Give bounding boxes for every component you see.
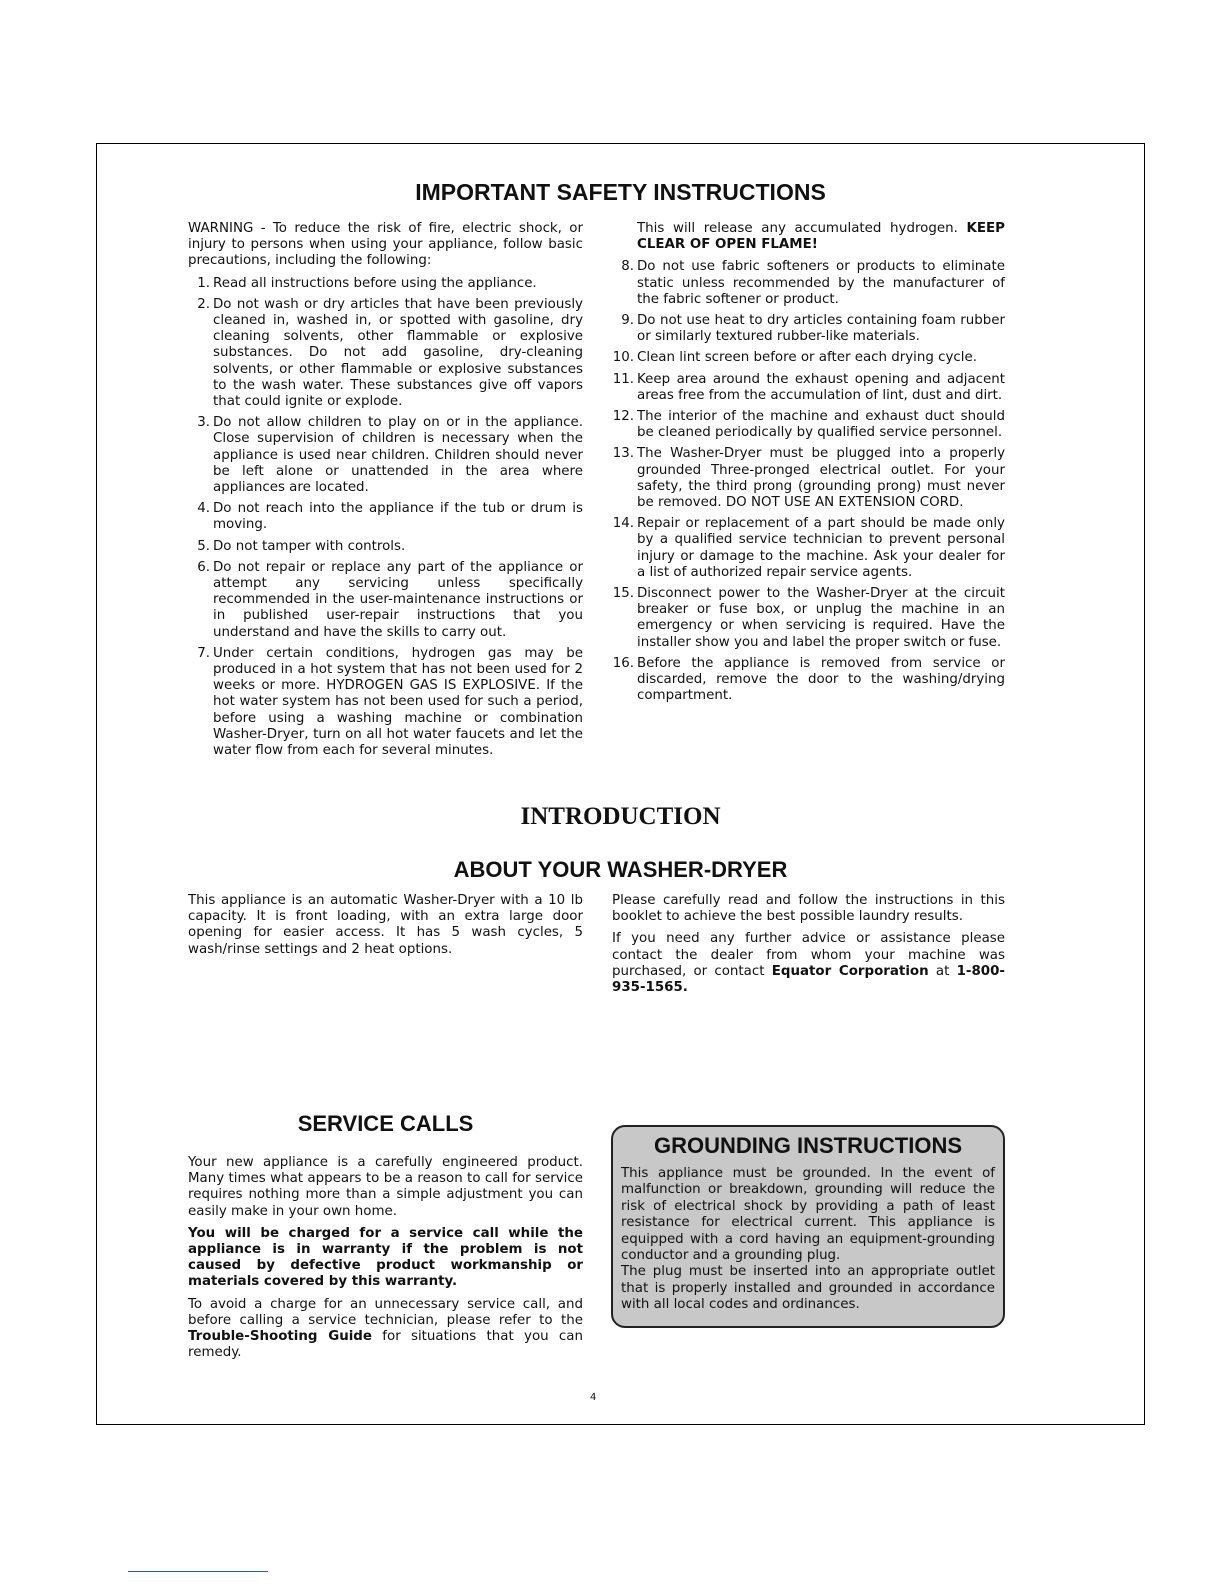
safety-list-left xyxy=(188,276,583,760)
list-item: 9. Do not use heat to dry articles containing foam rubber or similarly textured rubber-like materials. xyxy=(621,313,1005,345)
safety-list-right xyxy=(612,259,1005,704)
about-read-instructions: Please carefully read and follow the instructions in this booklet to achieve the best possible laundry results. xyxy=(612,893,1005,925)
about-left-column xyxy=(188,893,583,964)
list-item: 6. Do not repair or replace any part of the appliance or attempt any servicing unless specifically recommended in the user-maintenance instructions or in published user-repair instructions that you understand and have the skills to carry out. xyxy=(197,559,583,640)
list-item: 8. Do not use fabric softeners or products to eliminate static unless recommended by the manufacturer of the fabric softener or product. xyxy=(621,259,1005,307)
company-name: Equator Corporation xyxy=(771,963,929,979)
service-intro: Your new appliance is a carefully engineered product. Many times what appears to be a reason to call for service requires nothing more than a simple adjustment you can easily make in your own home. xyxy=(188,1155,583,1219)
service-calls-title: SERVICE CALLS xyxy=(297,1111,474,1136)
service-calls-column xyxy=(188,1155,583,1367)
list-item: 15. Disconnect power to the Washer-Dryer at the circuit breaker or fuse box, or unplug the machine in an emergency or when servicing is required. Have the installer show you and label the proper switch or fuse. xyxy=(612,586,1005,650)
phone-number: 1-800-935-1565. xyxy=(612,963,1005,996)
list-item: 12. The interior of the machine and exhaust duct should be cleaned periodically by qualified service personnel. xyxy=(612,409,1005,441)
safety-warning-intro: WARNING - To reduce the risk of fire, electric shock, or injury to persons when using your appliance, follow basic precautions, including the following: xyxy=(188,221,583,269)
list-item: 14. Repair or replacement of a part should be made only by a qualified service technician to prevent personal injury or damage to the machine. Ask your dealer for a list of authorized repair service agents. xyxy=(612,516,1005,580)
trouble-shooting-guide-ref: Trouble-Shooting Guide xyxy=(188,1329,372,1345)
safety-title: IMPORTANT SAFETY INSTRUCTIONS xyxy=(415,179,826,205)
list-item: 16. Before the appliance is removed from service or discarded, remove the door to the washing/drying compartment. xyxy=(612,655,1005,704)
grounding-box xyxy=(611,1125,1005,1328)
list-item: 1. Read all instructions before using the appliance. xyxy=(197,275,537,291)
list-item: 7. Under certain conditions, hydrogen gas may be produced in a hot system that has not been used for 2 weeks or more. HYDROGEN GAS IS EXPLOSIVE. If the hot water system has not been used for such a period, before using a washing machine or combination Washer-Dryer, turn on all hot water faucets and let the water flow from each for several minutes. xyxy=(197,645,583,759)
list-item: 11. Keep area around the exhaust opening and adjacent areas free from the accumulation of lint, dust and dirt. xyxy=(612,371,1005,403)
about-right-column xyxy=(612,893,1005,1002)
list-item: 2. Do not wash or dry articles that have been previously cleaned in, washed in, or spotted with gasoline, dry cleaning solvents, other flammable or explosive substances. Do not add gasoline, dry-cleaning solvents, or other flammable or explosive substances to the wash water. These substances give off vapors that could ignite or explode. xyxy=(197,296,583,410)
grounding-title: GROUNDING INSTRUCTIONS xyxy=(654,1133,962,1158)
grounding-paragraph-2: The plug must be inserted into an appropriate outlet that is properly installed and grounded in accordance with all local codes and ordinances. xyxy=(621,1264,995,1313)
page-number: 4 xyxy=(590,1392,597,1403)
list-item: 10. Clean lint screen before or after each drying cycle. xyxy=(612,350,978,366)
item7-continuation: This will release any accumulated hydrogen. KEEP CLEAR OF OPEN FLAME! xyxy=(637,221,1005,253)
safety-left-column xyxy=(188,221,583,764)
grounding-body xyxy=(613,1166,1003,1314)
service-avoid-charge: To avoid a charge for an unnecessary service call, and before calling a service technician, please refer to the Trouble-Shooting Guide for situations that you can remedy. xyxy=(188,1296,583,1361)
about-description: This appliance is an automatic Washer-Dryer with a 10 lb capacity. It is front loading, with an extra large door opening for easier access. It has 5 wash cycles, 5 wash/rinse settings and 2 heat options. xyxy=(188,893,583,957)
about-contact: If you need any further advice or assistance please contact the dealer from whom your machine was purchased, or contact Equator Corporation at 1-800-935-1565. xyxy=(612,931,1005,996)
introduction-title: INTRODUCTION xyxy=(520,803,721,830)
list-item: 4. Do not reach into the appliance if the tub or drum is moving. xyxy=(197,501,583,533)
list-item: 3. Do not allow children to play on or in the appliance. Close supervision of children is necessary when the appliance is used near children. Children should never be left alone or unattended in the area where appliances are located. xyxy=(197,415,583,496)
safety-right-column xyxy=(612,221,1005,709)
list-item: 13. The Washer-Dryer must be plugged into a properly grounded Three-pronged electrical outlet. For your safety, the third prong (grounding prong) must never be removed. DO NOT USE AN EXTENSION CORD. xyxy=(612,446,1005,511)
about-title: ABOUT YOUR WASHER-DRYER xyxy=(453,857,788,882)
keep-clear-warning: KEEP CLEAR OF OPEN FLAME! xyxy=(637,221,1005,253)
service-warranty-notice: You will be charged for a service call while the appliance is in warranty if the problem is not caused by defective product workmanship or materials covered by this warranty. xyxy=(188,1225,583,1290)
bottom-link-underline xyxy=(128,1571,268,1572)
grounding-paragraph-1: This appliance must be grounded. In the event of malfunction or breakdown, grounding will reduce the risk of electrical shock by providing a path of least resistance for electrical current. This appliance is equipped with a cord having an equipment-grounding conductor and a grounding plug. xyxy=(621,1166,995,1264)
list-item: 5. Do not tamper with controls. xyxy=(197,538,406,554)
